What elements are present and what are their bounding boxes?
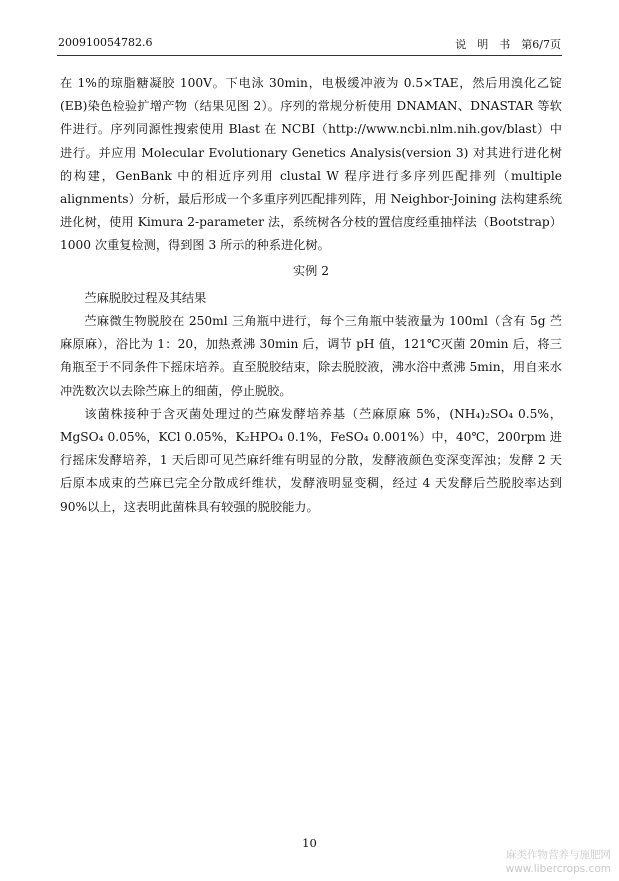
section-page-label: 说 明 书 第6/7页 xyxy=(455,38,561,51)
document-number: 200910054782.6 xyxy=(58,36,153,49)
watermark-site-name: 麻类作物营养与施肥网 xyxy=(506,849,611,861)
paragraph-fermentation-results: 该菌株接种于含灭菌处理过的苎麻发酵培养基（苎麻原麻 5%，(NH₄)₂SO₄ 0.5%，MgSO₄ 0.05%，KCl 0.05%，K₂HPO₄ 0.1%，FeSO₄ 0.001%）中，40℃，200rpm 进行摇床发酵培养，1 天后即可见苎麻纤维有明显的分散，发酵液颜色变深变浑浊；发酵 2 天后原本成束的苎麻已完全分散成纤维状，发酵液明显变稠，经过 4 天发酵后苎脱胶率达到 90%以上，这表明此菌株具有较强的脱胶能力。 xyxy=(60,406,562,514)
page-header xyxy=(58,34,561,52)
paragraph-methods: 在 1%的琼脂糖凝胶 100V。下电泳 30min，电极缓冲液为 0.5×TAE，然后用溴化乙锭(EB)染色检验扩增产物（结果见图 2）。序列的常规分析使用 DNAMAN、DNASTAR 等软件进行。序列同源性搜索使用 Blast 在 NCBI（http://www.ncbi.nlm.nih.gov/blast）中进行。并应用 Molecular Evolutionary Genetics Analysis(version 3) 对其进行进化树的构建，GenBank 中的相近序列用 clustal W 程序进行多序列匹配排列（multiple alignments）分析，最后形成一个多重序列匹配排列阵，用 Neighbor-Joining 法构建系统进化树，使用 Kimura 2-parameter 法，系统树各分枝的置信度经重抽样法（Bootstrap）1000 次重复检测，得到图 3 所示的种系进化树。 xyxy=(60,76,562,253)
watermark xyxy=(506,848,611,876)
paragraph-degumming-process: 苎麻微生物脱胶在 250ml 三角瓶中进行，每个三角瓶中装液量为 100ml（含有 5g 苎麻原麻），浴比为 1：20，加热煮沸 30min 后，调节 pH 值，121℃灭菌 20min 后，将三角瓶至于不同条件下摇床培养。直至脱胶结束，除去脱胶液，沸水浴中煮沸 5min，用自来水冲洗数次以去除苎麻上的细菌，停止脱胶。 xyxy=(60,314,562,398)
document-body xyxy=(60,72,562,519)
example-heading: 实例 2 xyxy=(292,263,329,278)
section-subheading: 苎麻脱胶过程及其结果 xyxy=(84,290,207,305)
header-divider xyxy=(57,55,562,56)
page-number: 10 xyxy=(302,836,317,850)
watermark-url: www.libercrops.com xyxy=(505,863,611,875)
